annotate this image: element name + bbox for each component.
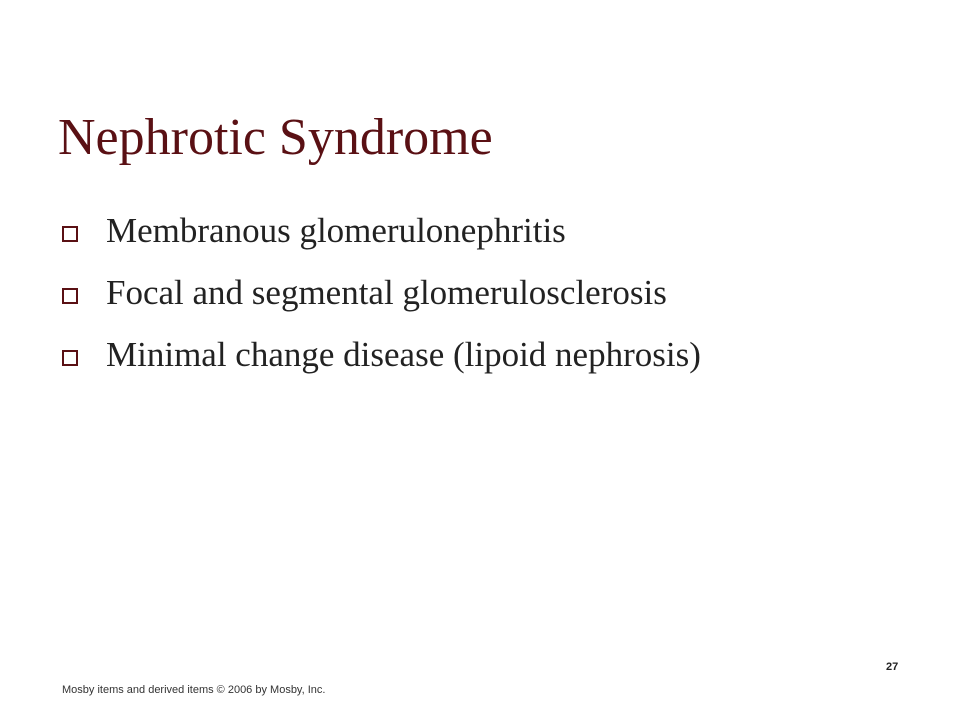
footer-credit: Mosby items and derived items © 2006 by Mosby, Inc. bbox=[62, 684, 326, 696]
slide-title: Nephrotic Syndrome bbox=[58, 109, 493, 166]
bullet-text: Membranous glomerulonephritis bbox=[106, 210, 566, 250]
bullet-list bbox=[62, 200, 701, 386]
page-number: 27 bbox=[886, 661, 899, 673]
bullet-item bbox=[62, 324, 701, 386]
hollow-square-bullet-icon bbox=[62, 288, 78, 304]
bullet-item bbox=[62, 262, 701, 324]
hollow-square-bullet-icon bbox=[62, 350, 78, 366]
bullet-text: Focal and segmental glomerulosclerosis bbox=[106, 272, 667, 312]
bullet-text: Minimal change disease (lipoid nephrosis) bbox=[106, 334, 701, 374]
bullet-item bbox=[62, 200, 701, 262]
hollow-square-bullet-icon bbox=[62, 226, 78, 242]
